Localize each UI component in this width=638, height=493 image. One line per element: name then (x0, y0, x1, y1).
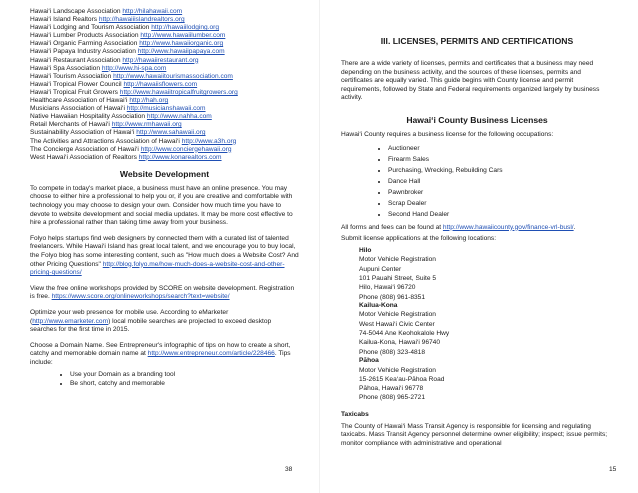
directory-entry-name: Hawai‘i Papaya Industry Association (30, 48, 138, 56)
directory-entry (30, 24, 299, 32)
county-licenses-heading: Hawai‘i County Business Licenses (406, 114, 548, 125)
directory-entry-link[interactable]: http://www.konarealtors.com (138, 153, 222, 161)
location-address-line: Pāhoa, Hawai‘i 96778 (359, 385, 424, 393)
directory-entry (30, 73, 299, 81)
directory-entry (30, 121, 299, 129)
right-page-number: 15 (609, 466, 617, 473)
licenses-intro-paragraph: There are a wide variety of licenses, permits and certificates that a business may need depending on the business activity, and the sources of these licenses, permits and certificates are equally varied. This guide begins with County license and permit requirements, followed by State and Federal requirements organized largely by business activity. (341, 60, 600, 102)
directory-entry-name: Musicians Association of Hawai‘i (30, 105, 127, 113)
directory-entry (30, 129, 299, 137)
directory-entry-link[interactable]: http://www.hi-spa.com (101, 64, 167, 72)
county-intro-text: Hawai‘i County requires a business license for the following occupations: (341, 130, 554, 138)
folyo-text: Folyo helps startups find web designers by connected them with a curated list of talented freelancers. While Hawai‘i Island has great local talent, and we encourage you to buy local, the Folyo blog has some interesting content, such as "How much does a Website Cost? And other Pricing Questions" (30, 234, 299, 268)
location-address-line: Phone (808) 323-4818 (359, 348, 425, 356)
directory-entry-name: Hawai‘i Spa Association (30, 64, 102, 72)
directory-entry-link[interactable]: http://musicianshawaii.com (126, 105, 206, 113)
location-address-line: Motor Vehicle Registration (359, 256, 436, 264)
directory-entry-name: Hawai‘i Organic Farming Association (30, 40, 140, 48)
forms-text: All forms and fees can be found at (341, 223, 443, 231)
location-name: Hilo (359, 246, 372, 254)
folyo-paragraph (30, 235, 299, 278)
website-development-heading: Website Development (119, 168, 210, 179)
occupation-item: • Scrap Dealer (388, 198, 613, 209)
directory-entry (30, 48, 299, 56)
score-workshops-link[interactable]: https://www.score.org/onlineworkshops/search?text=website/ (51, 293, 230, 301)
location-address-line: Hilo, Hawai‘i 96720 (359, 284, 416, 292)
directory-entry-link[interactable]: http://www.rmhawaii.org (111, 121, 182, 129)
directory-entry (30, 89, 299, 97)
occupation-item: • Firearm Sales (388, 154, 613, 165)
location-block (359, 302, 613, 357)
entrepreneur-link[interactable]: http://www.entrepreneur.com/article/228466 (147, 350, 275, 358)
location-address-line: 15-2615 Kea‘au-Pāhoa Road (359, 375, 445, 383)
left-page-number: 38 (285, 466, 293, 473)
directory-entry (30, 138, 299, 146)
directory-entry (30, 16, 299, 24)
location-name: Pāhoa (359, 356, 379, 364)
taxicabs-heading: Taxicabs (341, 410, 369, 418)
score-paragraph (30, 285, 299, 302)
occupation-item: • Purchasing, Wrecking, Rebuilding Cars (388, 165, 613, 176)
directory-entry-link[interactable]: http://www.a3h.org (181, 137, 237, 145)
directory-entry-name: Hawai‘i Tropical Fruit Growers (30, 88, 120, 96)
directory-entry-name: Hawai‘i Tropical Flower Council (30, 80, 124, 88)
occupation-item: • Auctioneer (388, 143, 613, 154)
directory-entry (30, 81, 299, 89)
domain-tips-list (70, 370, 299, 388)
directory-entry-link[interactable]: http://www.hawaiitropicalfruitgrowers.org (119, 88, 238, 96)
directory-entry (30, 97, 299, 105)
directory-entry-link[interactable]: http://hawaiisflowers.com (123, 80, 198, 88)
location-address-line: Aupuni Center (359, 265, 402, 273)
mobile-paragraph (30, 309, 299, 335)
directory-entry-link[interactable]: http://hilahawaii.com (122, 8, 183, 15)
directory-entry (30, 146, 299, 154)
occupation-item: • Dance Hall (388, 176, 613, 187)
directory-entry (30, 65, 299, 73)
domain-text-start: Choose a Domain Name. See Entrepreneur's infographic of tips on how to create a short, catchy and memorable domain name at (30, 341, 291, 358)
location-address-line: Kailua-Kona, Hawai‘i 96740 (359, 339, 441, 347)
domain-tip-item: • Use your Domain as a branding tool (70, 370, 299, 379)
directory-entry (30, 57, 299, 65)
location-address-line: Motor Vehicle Registration (359, 311, 436, 319)
county-forms-link[interactable]: http://www.hawaiicounty.gov/finance-vrl-busl/ (442, 223, 574, 231)
directory-entry-name: Native Hawaiian Hospitality Association (30, 113, 147, 121)
submit-text: Submit license applications at the following locations: (341, 235, 497, 243)
occupation-item: • Second Hand Dealer (388, 209, 613, 220)
directory-entry-name: The Concierge Association of Hawai‘i (30, 145, 141, 153)
forms-paragraph (341, 224, 613, 233)
occupation-item: • Pawnbroker (388, 187, 613, 198)
score-text: View the free online workshops provided by SCORE on website development. Registration is free. (30, 284, 295, 301)
directory-entry-name: Hawai‘i Island Realtors (30, 16, 99, 24)
directory-entry (30, 40, 299, 48)
directory-entry-link[interactable]: http://www.nahha.com (146, 113, 212, 121)
directory-entry (30, 32, 299, 40)
domain-text-end: . Tips include: (30, 350, 291, 366)
right-page (319, 0, 638, 493)
mobile-text-start: Optimize your web presence for mobile use. According to eMarketer ( (30, 308, 229, 325)
domain-paragraph (30, 342, 299, 368)
directory-entry-link[interactable]: http://www.hawaiipapaya.com (137, 48, 225, 56)
directory-entry (30, 113, 299, 121)
folyo-blog-link[interactable]: http://blog.folyo.me/how-much-does-a-website-cost-and-other-pricing-questions/ (30, 260, 285, 277)
directory-entry (30, 105, 299, 113)
domain-tip-item: • Be short, catchy and memorable (70, 379, 299, 388)
location-address-line: Phone (808) 965-2721 (359, 394, 425, 402)
location-address-line: Phone (808) 961-8351 (359, 293, 425, 301)
taxicabs-paragraph: The County of Hawai‘i Mass Transit Agency is responsible for licensing and regulating taxicabs. Mass Transit Agency personnel determine owner eligibility; inspect; issue permits; monitor compliance with administrative and operational (341, 422, 608, 447)
directory-entry-link[interactable]: http://www.hawaiiorganic.org (139, 40, 224, 48)
directory-entry-link[interactable]: http://www.conciergehawaii.org (140, 145, 232, 153)
directory-entry-name: Hawai‘i Restaurant Association (30, 56, 123, 64)
website-intro-paragraph: To compete in today's market place, a business must have an online presence. You may choose to either hire a professional to help you or, if you are creative and comfortable with technology you may choose to design your own. Consider how much time you have to devote to website development and social media updates. It may be more cost effective to hire a professional rather than taking time away from your business. (30, 184, 293, 227)
emarketer-link[interactable]: http://www.emarketer.com (32, 317, 109, 325)
directory-entry-link[interactable]: http://hawaiiislandrealtors.org (98, 16, 185, 24)
directory-entry (30, 154, 299, 162)
directory-entry-name: Retail Merchants of Hawai‘i (30, 121, 112, 129)
directory-entry-name: The Activities and Attractions Association of Hawai‘i (30, 137, 182, 145)
location-address-line: 101 Pauahi Street, Suite 5 (359, 274, 436, 282)
directory-entry-link[interactable]: http://hawaiirestaurant.org (122, 56, 199, 64)
occupations-list (388, 143, 613, 220)
location-address-line: 74-5044 Ane Keohokalole Hwy (359, 330, 450, 338)
directory-entry-name: West Hawai‘i Association of Realtors (30, 153, 139, 161)
location-address-line: West Hawai‘i Civic Center (359, 320, 435, 328)
mobile-text-end: ) local mobile searches are projected to exceed desktop searches for the first time in 2015. (30, 317, 272, 334)
directory-entry-name: Hawai‘i Tourism Association (30, 72, 114, 80)
licenses-section-heading: III. LICENSES, PERMITS AND CERTIFICATIONS (380, 36, 574, 46)
directory-entry-link[interactable]: http://www.sahawaii.org (136, 129, 206, 137)
directory-entry-link[interactable]: http://hawaiilodging.org (151, 24, 220, 32)
forms-end: . (573, 223, 576, 231)
location-address-line: Motor Vehicle Registration (359, 366, 436, 374)
directory-entry-name: Healthcare Association of Hawai‘i (30, 97, 130, 105)
directory-entry-name: Hawai‘i Landscape Association (30, 8, 123, 15)
directory-entry (30, 8, 299, 16)
location-block (359, 247, 613, 302)
location-block (359, 357, 613, 403)
directory-entry-name: Sustainability Association of Hawai‘i (30, 129, 137, 137)
association-directory (30, 8, 299, 162)
directory-entry-name: Hawai‘i Lumber Products Association (30, 32, 141, 40)
license-locations (359, 247, 613, 403)
location-name: Kailua-Kona (359, 301, 398, 309)
directory-entry-link[interactable]: http://www.hawaiitourismassociation.com (113, 72, 233, 80)
directory-entry-link[interactable]: http://www.hawaiilumber.com (140, 32, 226, 40)
directory-entry-link[interactable]: http://hah.org (129, 97, 169, 105)
directory-entry-name: Hawai‘i Lodging and Tourism Association (30, 24, 152, 32)
